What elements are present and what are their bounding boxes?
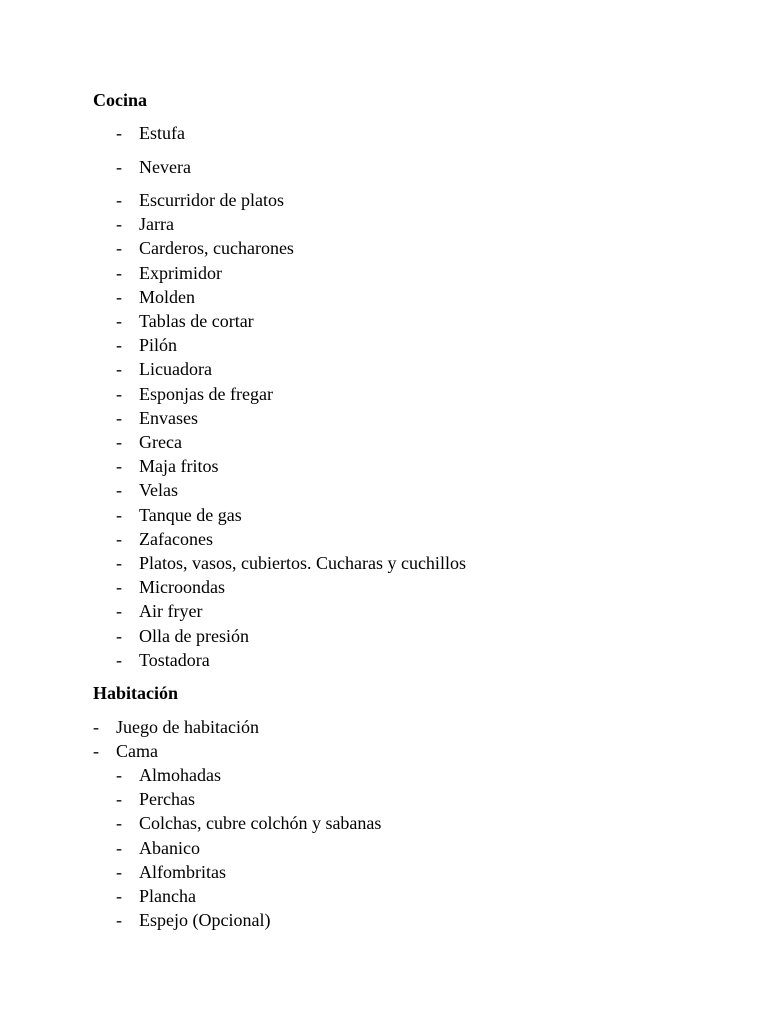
list-item-text: Perchas xyxy=(139,789,195,810)
list-item-text: Tanque de gas xyxy=(139,504,242,525)
list-item-text: Air fryer xyxy=(139,601,203,622)
bullet-dash: - xyxy=(116,383,122,404)
bedroom-heading: Habitación xyxy=(93,683,179,703)
list-item-text: Almohadas xyxy=(139,765,221,785)
list-item-text: Cama xyxy=(116,741,158,762)
bullet-dash: - xyxy=(116,861,122,882)
bullet-dash: - xyxy=(116,432,122,452)
list-item-text: Molden xyxy=(139,286,195,307)
bullet-dash: - xyxy=(116,238,122,259)
bullet-dash: - xyxy=(116,456,122,477)
bullet-dash: - xyxy=(116,157,122,177)
list-item-text: Olla de presión xyxy=(139,625,249,646)
list-item-text: Escurridor de platos xyxy=(139,190,284,210)
bullet-dash: - xyxy=(116,286,122,307)
list-item-text: Tablas de cortar xyxy=(139,311,254,331)
bullet-dash: - xyxy=(93,717,99,737)
bullet-dash: - xyxy=(116,765,122,785)
bullet-dash: - xyxy=(116,601,122,622)
bullet-dash: - xyxy=(116,625,122,646)
list-item-text: Exprimidor xyxy=(139,262,222,283)
list-item-text: Maja fritos xyxy=(139,456,219,477)
list-item-text: Licuadora xyxy=(139,359,212,380)
bullet-dash: - xyxy=(93,741,99,762)
bullet-dash: - xyxy=(116,553,122,573)
list-item-text: Tostadora xyxy=(139,649,210,670)
bullet-dash: - xyxy=(116,123,122,143)
list-item-text: Platos, vasos, cubiertos. Cucharas y cuchillos xyxy=(139,553,466,573)
list-item-text: Greca xyxy=(139,432,182,452)
bullet-dash: - xyxy=(116,262,122,283)
list-item-text: Abanico xyxy=(139,837,200,858)
bullet-dash: - xyxy=(116,480,122,501)
list-item-text: Estufa xyxy=(139,123,185,143)
bullet-dash: - xyxy=(116,837,122,858)
bullet-dash: - xyxy=(116,577,122,598)
bullet-dash: - xyxy=(116,528,122,549)
bullet-dash: - xyxy=(116,335,122,356)
bullet-dash: - xyxy=(116,407,122,428)
list-item-text: Microondas xyxy=(139,577,225,598)
list-item-text: Alfombritas xyxy=(139,861,226,882)
bullet-dash: - xyxy=(116,910,122,931)
bullet-dash: - xyxy=(116,886,122,906)
bullet-dash: - xyxy=(116,813,122,834)
bullet-dash: - xyxy=(116,214,122,235)
list-item-text: Envases xyxy=(139,407,198,428)
list-item-text: Pilón xyxy=(139,335,178,356)
list-item-text: Jarra xyxy=(139,214,174,235)
list-item-text: Colchas, cubre colchón y sabanas xyxy=(139,813,382,834)
bullet-dash: - xyxy=(116,359,122,380)
list-item-text: Nevera xyxy=(139,157,191,177)
list-item-text: Velas xyxy=(139,480,178,501)
bullet-dash: - xyxy=(116,311,122,331)
bullet-dash: - xyxy=(116,649,122,670)
kitchen-heading: Cocina xyxy=(93,90,147,110)
list-item-text: Juego de habitación xyxy=(116,717,259,737)
list-item-text: Plancha xyxy=(139,886,196,906)
list-item-text: Espejo (Opcional) xyxy=(139,910,271,931)
bullet-dash: - xyxy=(116,504,122,525)
bullet-dash: - xyxy=(116,190,122,210)
list-item-text: Carderos, cucharones xyxy=(139,238,294,259)
list-item-text: Esponjas de fregar xyxy=(139,383,273,404)
list-item-text: Zafacones xyxy=(139,528,213,549)
bullet-dash: - xyxy=(116,789,122,810)
